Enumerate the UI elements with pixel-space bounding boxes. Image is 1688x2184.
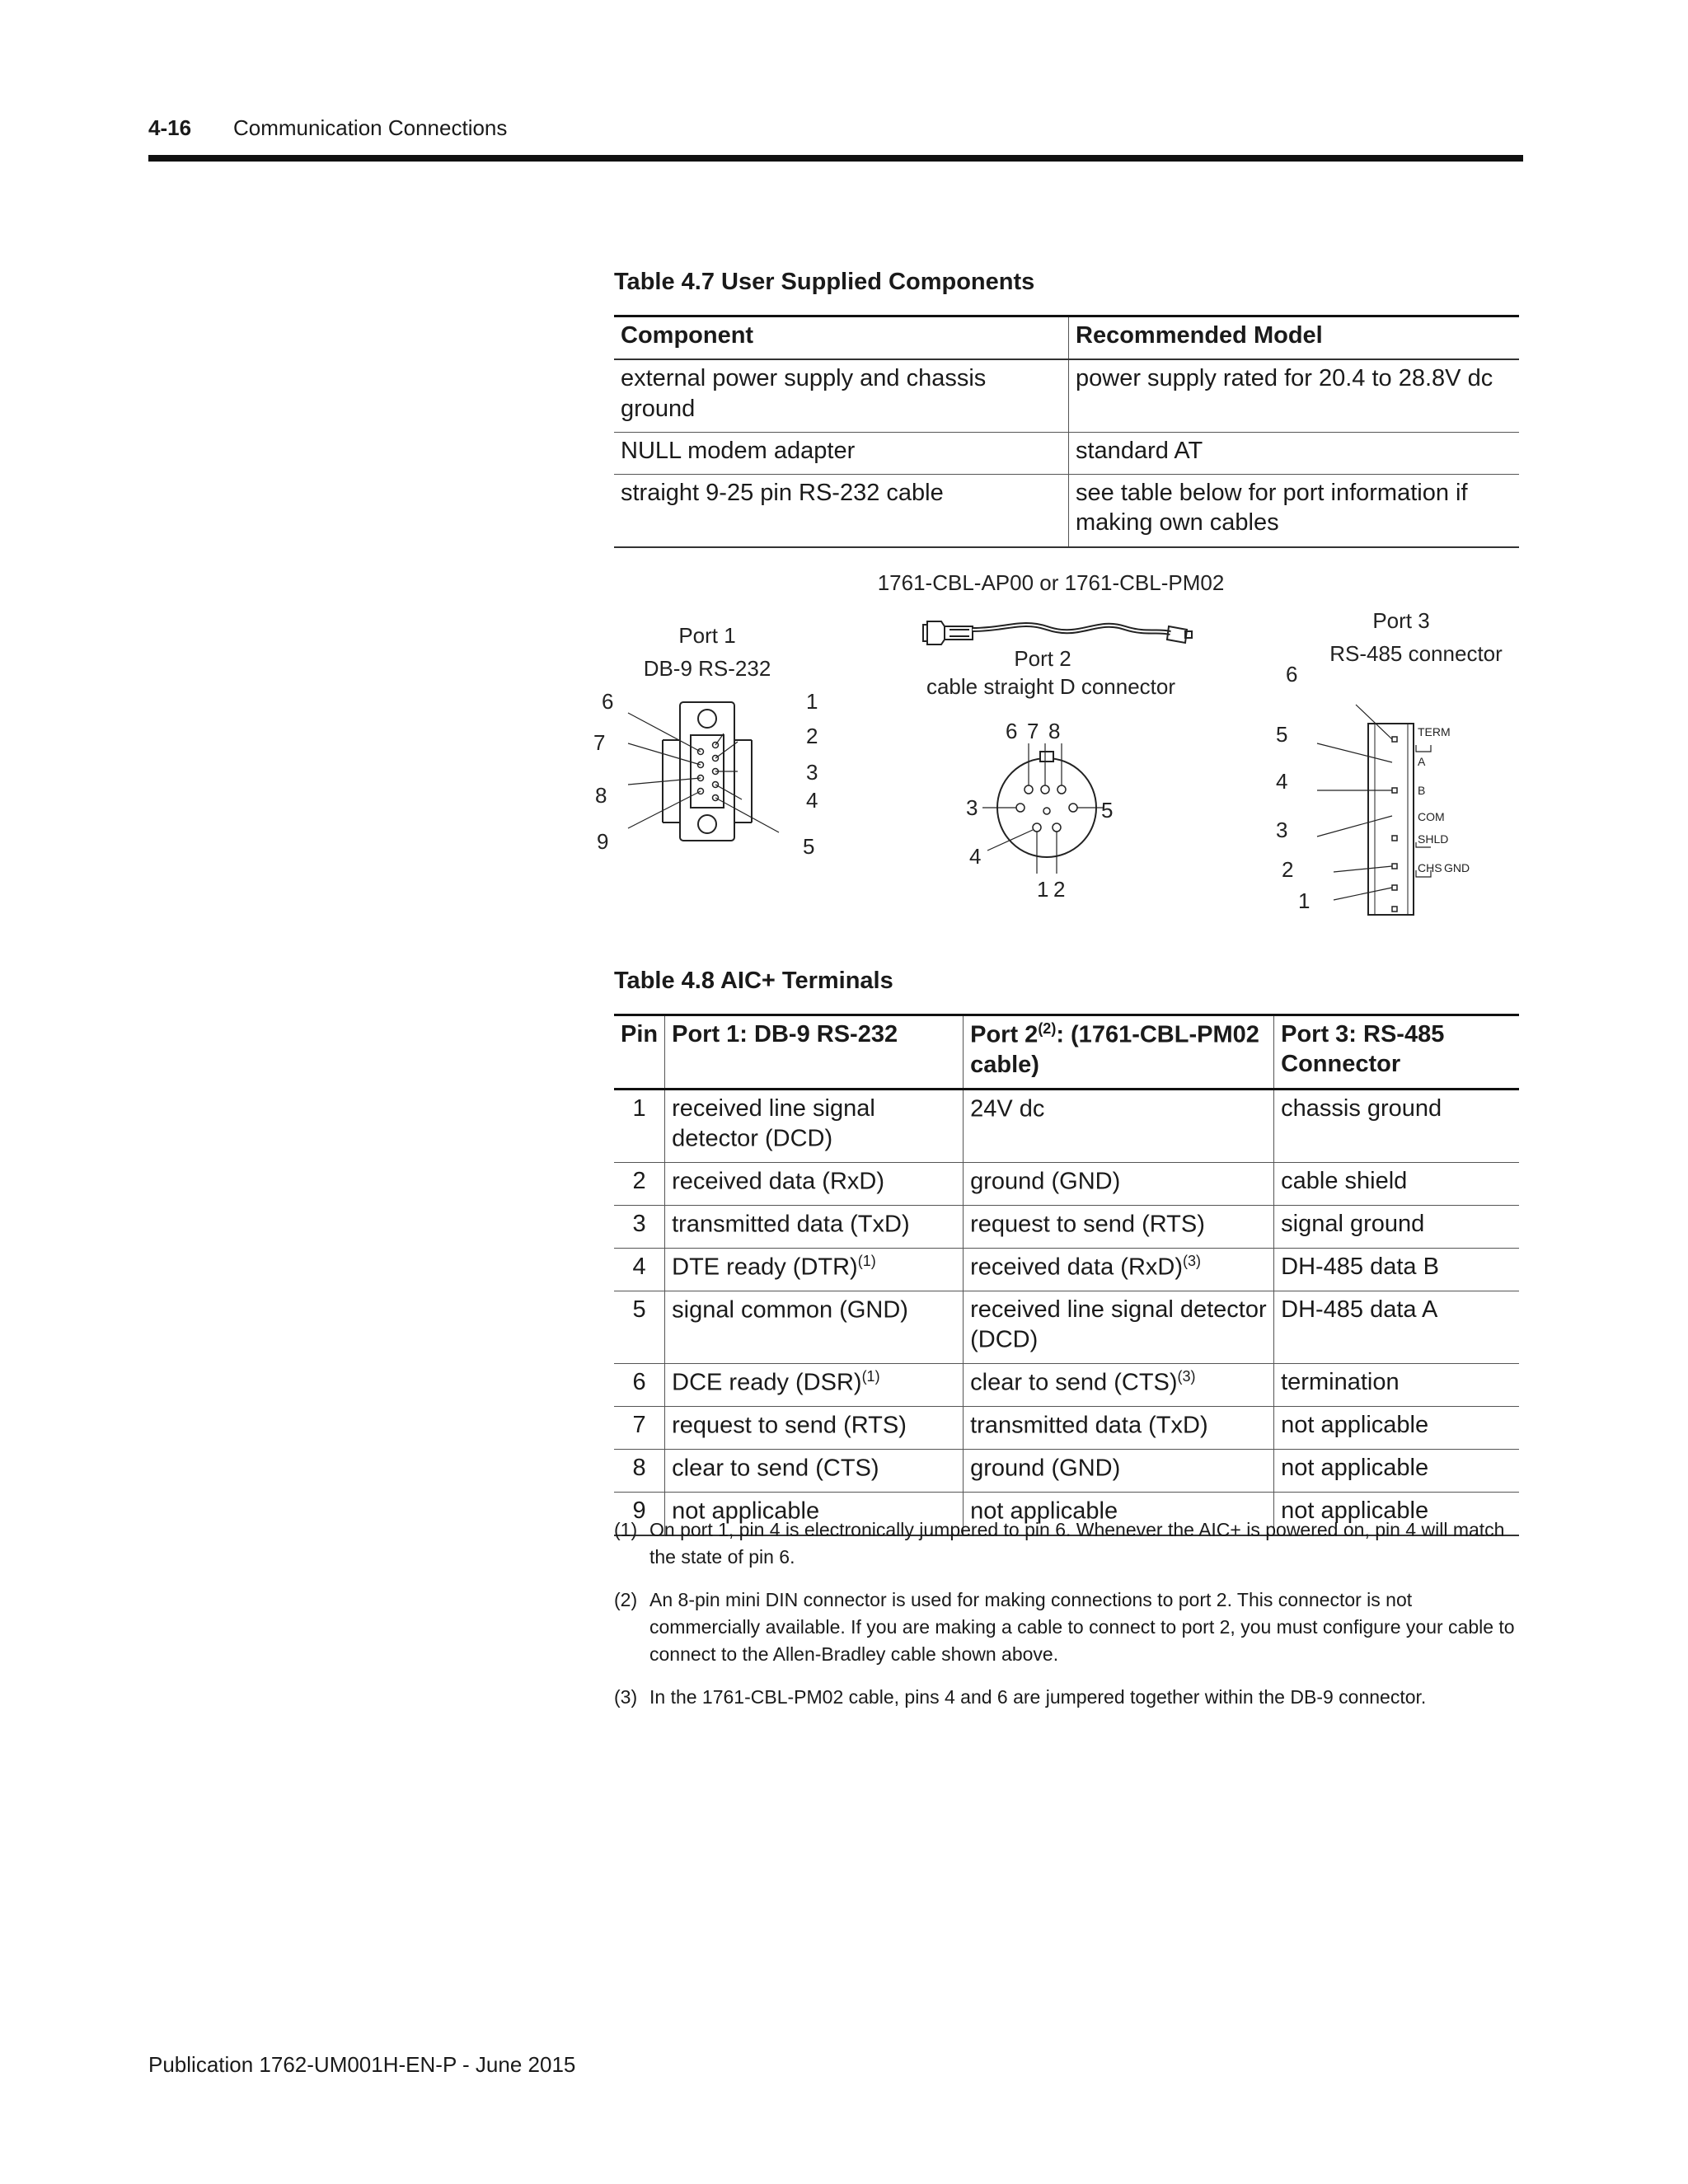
header-text: Port 2 (970, 1021, 1039, 1048)
pin-label: 6 (1006, 719, 1018, 743)
column-header: Component (614, 316, 1069, 360)
cell-text: DCE ready (DSR) (672, 1369, 862, 1396)
cell-text: received line signal detector (DCD) (672, 1095, 875, 1153)
column-header: Port 3: RS-485 Connector (1274, 1015, 1519, 1090)
table-cell: 1 (614, 1090, 665, 1163)
footnote-text: In the 1761-CBL-PM02 cable, pins 4 and 6 are jumpered together within the DB-9 connector. (649, 1685, 1427, 1708)
pin-label: 1 (1298, 888, 1311, 913)
port1-title: Port 1 (678, 623, 736, 648)
table-cell: 3 (614, 1206, 665, 1249)
table-4-8-title: Table 4.8 AIC+ Terminals (614, 968, 893, 994)
pin-label: 2 (1053, 877, 1066, 902)
footnote-ref: (2) (1038, 1020, 1057, 1037)
table-cell: 9 (614, 1492, 665, 1535)
table-cell (964, 1364, 1274, 1407)
pin-label: 3 (806, 760, 818, 785)
rs485-terminal-block-icon (1317, 705, 1431, 915)
cell-text: ground (GND) (970, 1455, 1121, 1482)
table-cell: 5 (614, 1291, 665, 1364)
table-cell: cable shield (1274, 1163, 1519, 1206)
footnote (614, 1516, 1521, 1572)
footnote-mark: (1) (614, 1519, 638, 1540)
footnote-ref: (3) (1177, 1368, 1196, 1385)
table-row (614, 1163, 1519, 1206)
table-cell: not applicable (1274, 1492, 1519, 1535)
terminal-label: TERM (1418, 725, 1451, 738)
terminal-label: COM (1418, 810, 1445, 823)
table-cell (964, 1090, 1274, 1163)
table-cell (665, 1450, 964, 1493)
table-header-row (614, 1015, 1519, 1090)
pin-label: 5 (803, 834, 815, 859)
cell-text: DTE ready (DTR) (672, 1254, 858, 1281)
footnote-text: On port 1, pin 4 is electronically jumpered to pin 6. Whenever the AIC+ is powered on, pin 4 will match the state of pin 6. (649, 1519, 1505, 1568)
connector-diagram (577, 560, 1525, 931)
cell-text: not applicable (970, 1497, 1118, 1525)
cell-text: received data (RxD) (672, 1168, 884, 1195)
cell-text: request to send (RTS) (672, 1412, 907, 1439)
table-cell: NULL modem adapter (614, 432, 1069, 474)
pin-label: 2 (1282, 857, 1294, 882)
terminal-label: A (1418, 755, 1426, 768)
table-cell: not applicable (1274, 1450, 1519, 1493)
cell-text: request to send (RTS) (970, 1211, 1205, 1238)
table-4-7-title: Table 4.7 User Supplied Components (614, 269, 1035, 295)
table-row (614, 1407, 1519, 1450)
table-cell (665, 1206, 964, 1249)
pin-label: 2 (806, 724, 818, 748)
header-text: : (1761-CBL-PM02 cable) (970, 1021, 1259, 1078)
table-row (614, 1450, 1519, 1493)
table-row (614, 359, 1519, 432)
db9-connector-icon (628, 702, 779, 841)
column-header (964, 1015, 1274, 1090)
port3-subtitle: RS-485 connector (1329, 641, 1503, 666)
terminal-label: GND (1444, 861, 1470, 874)
table-row (614, 1364, 1519, 1407)
pin-label: 8 (1048, 719, 1061, 743)
pin-label: 6 (1286, 662, 1298, 687)
table-cell: chassis ground (1274, 1090, 1519, 1163)
pin-label: 4 (969, 844, 982, 869)
port1-subtitle: DB-9 RS-232 (643, 656, 771, 681)
table-cell (964, 1163, 1274, 1206)
header-rule (148, 155, 1523, 162)
table-cell: DH-485 data B (1274, 1249, 1519, 1291)
table-cell: straight 9-25 pin RS-232 cable (614, 475, 1069, 547)
pin-label: 4 (806, 788, 818, 813)
table-cell: 8 (614, 1450, 665, 1493)
table-cell (964, 1291, 1274, 1364)
table-cell: external power supply and chassis ground (614, 359, 1069, 432)
pin-label: 4 (1276, 769, 1288, 794)
cell-text: signal common (GND) (672, 1296, 908, 1324)
pin-label: 5 (1101, 798, 1114, 823)
table-row (614, 1206, 1519, 1249)
table-cell (665, 1249, 964, 1291)
table-cell: see table below for port information if making own cables (1069, 475, 1520, 547)
pin-label: 7 (593, 730, 606, 755)
table-cell: 7 (614, 1407, 665, 1450)
pin-label: 9 (597, 829, 609, 854)
table-row (614, 432, 1519, 474)
page-number: 4-16 (148, 115, 192, 140)
footnotes (614, 1516, 1521, 1726)
footnote-ref: (1) (861, 1368, 880, 1385)
pin-label: 3 (1276, 818, 1288, 842)
table-row (614, 1291, 1519, 1364)
cable-icon (923, 621, 1192, 644)
table-cell: termination (1274, 1364, 1519, 1407)
port3-title: Port 3 (1372, 608, 1430, 633)
table-cell: standard AT (1069, 432, 1520, 474)
cable-label: 1761-CBL-AP00 or 1761-CBL-PM02 (877, 570, 1225, 595)
pin-label: 7 (1027, 719, 1039, 743)
pin-label: 1 (806, 689, 818, 714)
cell-text: received line signal detector (DCD) (970, 1296, 1267, 1353)
cell-text: transmitted data (TxD) (970, 1412, 1208, 1439)
port2-pin-labels (966, 719, 1113, 902)
table-cell: 2 (614, 1163, 665, 1206)
pin-label: 6 (602, 689, 614, 714)
cell-text: clear to send (CTS) (672, 1455, 879, 1482)
column-header: Port 1: DB-9 RS-232 (665, 1015, 964, 1090)
cell-text: ground (GND) (970, 1168, 1121, 1195)
table-cell (665, 1090, 964, 1163)
port3-pin-labels (1276, 662, 1310, 913)
table-cell: power supply rated for 20.4 to 28.8V dc (1069, 359, 1520, 432)
footnote-ref: (3) (1183, 1253, 1201, 1270)
terminal-label: B (1418, 784, 1426, 797)
terminal-label: CHS (1418, 861, 1442, 874)
table-cell (665, 1407, 964, 1450)
footnote-mark: (2) (614, 1588, 638, 1610)
table-cell (665, 1163, 964, 1206)
table-cell (964, 1407, 1274, 1450)
table-row (614, 1249, 1519, 1291)
footnote (614, 1586, 1521, 1669)
cell-text: 24V dc (970, 1095, 1045, 1122)
table-cell: 4 (614, 1249, 665, 1291)
table-cell: DH-485 data A (1274, 1291, 1519, 1364)
table-cell (964, 1450, 1274, 1493)
terminal-label: SHLD (1418, 832, 1449, 846)
pin-label: 1 (1037, 877, 1049, 902)
table-row (614, 475, 1519, 547)
cell-text: transmitted data (TxD) (672, 1211, 910, 1238)
cell-text: not applicable (672, 1497, 820, 1525)
column-header: Recommended Model (1069, 316, 1520, 360)
footnote-text: An 8-pin mini DIN connector is used for making connections to port 2. This connector is not commercially available. If you are making a cable to connect to port 2, you must configure your cable to connect to the Allen-Bradley cable shown above. (649, 1588, 1515, 1666)
column-header: Pin (614, 1015, 665, 1090)
publication-footer: Publication 1762-UM001H-EN-P - June 2015 (148, 2052, 576, 2077)
pin-label: 3 (966, 795, 978, 820)
port2-title: Port 2 (1014, 646, 1071, 671)
table-row (614, 1090, 1519, 1163)
terminal-labels (1418, 725, 1470, 874)
pin-label: 5 (1276, 722, 1288, 747)
table-cell (665, 1291, 964, 1364)
table-cell (964, 1206, 1274, 1249)
table-cell (665, 1364, 964, 1407)
table-cell (964, 1249, 1274, 1291)
section-title: Communication Connections (233, 115, 508, 140)
footnote-ref: (1) (857, 1253, 876, 1270)
mini-din-connector-icon (982, 743, 1104, 874)
footnote-mark: (3) (614, 1685, 638, 1708)
cell-text: received data (RxD) (970, 1254, 1183, 1281)
port2-subtitle: cable straight D connector (926, 674, 1176, 699)
table-cell: not applicable (1274, 1407, 1519, 1450)
pin-label: 8 (595, 783, 607, 808)
table-cell: signal ground (1274, 1206, 1519, 1249)
aic-terminals-table (614, 1014, 1519, 1536)
table-header-row (614, 316, 1519, 360)
cell-text: clear to send (CTS) (970, 1369, 1178, 1396)
footnote (614, 1684, 1521, 1711)
table-cell: 6 (614, 1364, 665, 1407)
user-supplied-components-table (614, 315, 1519, 548)
